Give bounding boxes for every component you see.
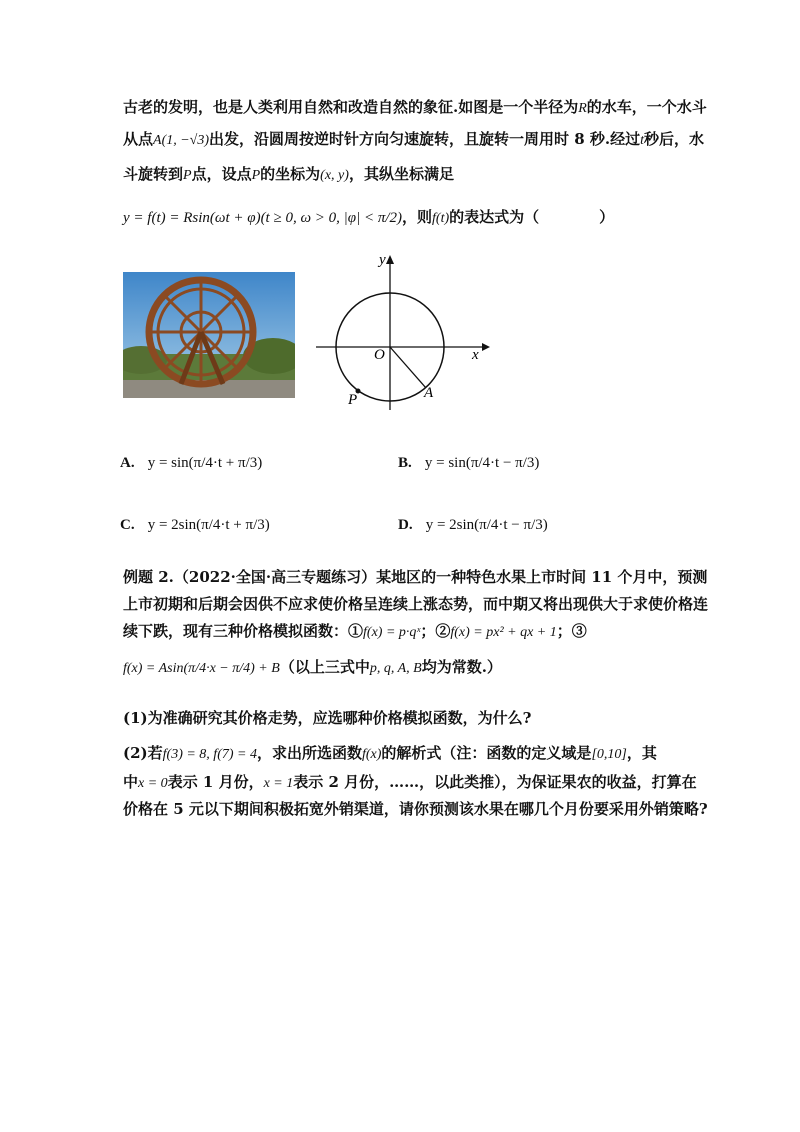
- text: ；②: [420, 622, 451, 640]
- example2-line-2: 上市初期和后期会因供不应求使价格呈连续上涨态势，而中期又将出现供大于求使价格连: [123, 595, 709, 613]
- water-wheel-illustration: [123, 272, 295, 398]
- var-p: P: [251, 168, 261, 183]
- option-letter: C.: [120, 517, 135, 533]
- question-2-line-1: [123, 742, 657, 766]
- x-eq-0: x = 0: [138, 776, 168, 791]
- text: 斗旋转到: [123, 165, 184, 183]
- option-d[interactable]: [398, 514, 548, 534]
- text: 表示 1 月份，: [167, 773, 264, 791]
- origin-label: O: [374, 347, 385, 363]
- text: 续下跌，现有三种价格模拟函数：①: [123, 622, 364, 640]
- text: ，则: [402, 208, 433, 226]
- text: （以上三式中: [279, 658, 370, 676]
- y-axis-arrow: [386, 255, 394, 264]
- axis-x-label: x: [472, 347, 479, 363]
- problem-line-3: [123, 163, 454, 187]
- option-formula: y = sin(π/4·t + π/3): [147, 455, 263, 471]
- axis-y-label: y: [379, 252, 386, 268]
- option-letter: B.: [398, 455, 412, 471]
- text: 的坐标为: [260, 165, 321, 183]
- text: ，其纵坐标满足: [348, 165, 454, 183]
- question-1: (1)为准确研究其价格走势，应选哪种价格模拟函数，为什么?: [123, 709, 532, 727]
- text: 的水车，一个水斗: [586, 98, 707, 116]
- option-a[interactable]: [120, 452, 262, 472]
- x-eq-1: x = 1: [263, 776, 294, 791]
- text: (2)若: [123, 744, 163, 762]
- domain: [0,10]: [591, 747, 627, 762]
- text: 的解析式（注：函数的定义域是: [381, 744, 592, 762]
- text: ；③: [556, 622, 587, 640]
- example2-line-4: [123, 656, 502, 680]
- option-b[interactable]: [398, 452, 539, 472]
- option-formula: y = 2sin(π/4·t − π/3): [425, 517, 548, 533]
- text: ，求出所选函数: [256, 744, 362, 762]
- option-formula: y = sin(π/4·t − π/3): [424, 455, 540, 471]
- text: 均为常数.）: [421, 658, 502, 676]
- option-c[interactable]: [120, 514, 270, 534]
- function-3: f(x) = Asin(π/4·x − π/4) + B: [123, 661, 280, 676]
- text: 从点: [123, 130, 154, 148]
- coord-xy: (x, y): [320, 168, 349, 183]
- radius-oa: [390, 347, 426, 388]
- text: 表示 2 月份，……，以此类推），为保证果农的收益，打算在: [293, 773, 697, 791]
- text: 秒后，水: [644, 130, 705, 148]
- point-a-coord: A(1, −√3): [153, 133, 210, 148]
- point-a-label: A: [424, 385, 434, 401]
- text: 点，设点: [191, 165, 252, 183]
- x-axis-arrow: [482, 343, 490, 351]
- given-values: f(3) = 8, f(7) = 4: [162, 747, 257, 762]
- question-2-line-3: 价格在 5 元以下期间积极拓宽外销渠道，请你预测该水果在哪几个月份要采用外销策略?: [123, 800, 708, 818]
- option-letter: D.: [398, 517, 413, 533]
- wheel-formula: y = f(t) = Rsin(ωt + φ)(t ≥ 0, ω > 0, |φ| < π/2): [123, 210, 403, 226]
- water-wheel-photo: [123, 272, 295, 398]
- fn-fx: f(x): [361, 747, 382, 762]
- problem-line-2: [123, 128, 704, 152]
- text: 中: [123, 773, 139, 791]
- circle-diagram: [310, 252, 490, 412]
- var-r: R: [578, 101, 587, 116]
- option-letter: A.: [120, 455, 135, 471]
- fn-ft: f(t): [432, 211, 450, 226]
- text: 出发，沿圆周按逆时针方向匀速旋转，且旋转一周用时 8 秒.经过: [209, 130, 641, 148]
- problem-line-1: [123, 96, 707, 120]
- point-p-label: P: [348, 392, 358, 408]
- question-2-line-2: [123, 771, 697, 795]
- function-2: f(x) = px² + qx + 1: [450, 625, 557, 640]
- text: 古老的发明，也是人类利用自然和改造自然的象征.如图是一个半径为: [123, 98, 579, 116]
- example2-line-1: 例题 2.（2022·全国·高三专题练习）某地区的一种特色水果上市时间 11 个月中，预测: [123, 568, 708, 586]
- text: ，其: [626, 744, 657, 762]
- constants: p, q, A, B: [369, 661, 422, 676]
- example2-line-3: [123, 620, 587, 644]
- function-1: f(x) = p·qˣ: [363, 625, 421, 640]
- problem-line-4: [123, 206, 614, 230]
- var-p: P: [183, 168, 192, 183]
- option-formula: y = 2sin(π/4·t + π/3): [147, 517, 270, 533]
- text: 的表达式为（ ）: [449, 208, 615, 226]
- var-t: t: [640, 133, 645, 148]
